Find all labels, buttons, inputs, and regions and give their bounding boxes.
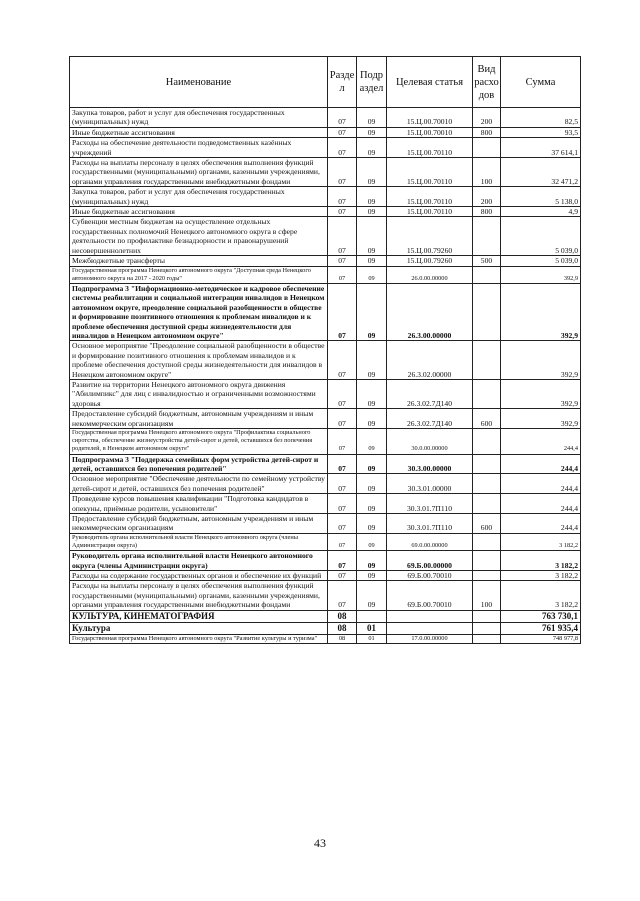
cell-target: 30.3.01.7П110 [387,514,473,534]
cell-target: 15.Ц.00.70110 [387,138,473,158]
cell-section: 07 [328,379,357,408]
cell-section: 07 [328,217,357,256]
cell-name: Предоставление субсидий бюджетным, автономным учреждениям и иным некоммерческим организациям [70,514,328,534]
cell-sum: 244,4 [501,474,581,494]
cell-sum: 93,5 [501,127,581,137]
cell-target: 15.Ц.00.79260 [387,217,473,256]
cell-section: 07 [328,283,357,340]
cell-name: Расходы на содержание государственных органов и обеспечение их функций [70,571,328,581]
cell-subsection [357,610,387,622]
table-row [70,571,581,581]
cell-type [473,551,501,571]
cell-type [473,379,501,408]
cell-target [387,622,473,634]
cell-name: Расходы на выплаты персоналу в целях обеспечения выполнения функций государственными (муниципальными) органами, казенными учреждениями, органами управления государственными внебюджетными фондами [70,158,328,187]
table-row [70,494,581,514]
table-row [70,634,581,643]
cell-type: 200 [473,187,501,207]
cell-sum: 82,5 [501,108,581,128]
cell-section: 07 [328,454,357,474]
cell-subsection: 09 [357,266,387,283]
cell-name: Подпрограмма 3 "Поддержка семейных форм устройства детей-сирот и детей, оставшихся без попечения родителей" [70,454,328,474]
header-type: Вид расхо дов [473,57,501,108]
cell-name: Культура [70,622,328,634]
cell-subsection: 09 [357,217,387,256]
table-body [70,108,581,644]
cell-type [473,610,501,622]
cell-sum: 392,9 [501,283,581,340]
cell-target: 26.0.00.00000 [387,266,473,283]
cell-type [473,571,501,581]
cell-type [473,634,501,643]
cell-type: 800 [473,127,501,137]
cell-type [473,454,501,474]
cell-target: 15.Ц.00.70110 [387,158,473,187]
cell-type: 200 [473,108,501,128]
cell-name: Государственная программа Ненецкого автономного округа "Доступная среда Ненецкого автономного округа на 2017 - 2020 годы" [70,266,328,283]
cell-sum: 392,9 [501,266,581,283]
cell-target: 26.3.02.00000 [387,341,473,380]
cell-target: 30.3.01.00000 [387,474,473,494]
budget-table-sheet [69,56,580,644]
header-section: Разде л [328,57,357,108]
cell-name: Расходы на обеспечение деятельности подведомственных казённых учреждений [70,138,328,158]
cell-sum: 37 614,1 [501,138,581,158]
cell-subsection: 01 [357,622,387,634]
cell-name: Иные бюджетные ассигнования [70,207,328,217]
cell-subsection: 09 [357,533,387,550]
page-number: 43 [314,836,326,850]
cell-target: 15.Ц.00.70110 [387,207,473,217]
table-row [70,533,581,550]
cell-name: Проведение курсов повышения квалификации "Подготовка кандидатов в опекуны, приёмные родители, усыновители" [70,494,328,514]
cell-sum: 5 138,0 [501,187,581,207]
cell-name: Развитие на территории Ненецкого автономного округа движения "Абилимпикс" для лиц с инвалидностью и ограниченными возможностями здоровья [70,379,328,408]
header-sum: Сумма [501,57,581,108]
cell-target: 26.3.00.00000 [387,283,473,340]
header-name: Наименование [70,57,328,108]
cell-subsection: 09 [357,207,387,217]
cell-subsection: 09 [357,514,387,534]
cell-target: 26.3.02.7Д140 [387,409,473,429]
cell-section: 07 [328,138,357,158]
cell-section: 07 [328,533,357,550]
cell-subsection: 09 [357,283,387,340]
cell-type [473,283,501,340]
cell-sum: 244,4 [501,494,581,514]
cell-section: 07 [328,127,357,137]
cell-subsection: 09 [357,379,387,408]
table-row [70,514,581,534]
cell-subsection: 09 [357,581,387,610]
cell-name: Государственная программа Ненецкого автономного округа "Развитие культуры и туризма" [70,634,328,643]
cell-section: 07 [328,494,357,514]
cell-target: 69.0.00.00000 [387,533,473,550]
table-row [70,610,581,622]
cell-type: 500 [473,256,501,266]
cell-subsection: 09 [357,409,387,429]
cell-name: Основное мероприятие "Преодоление социальной разобщенности в обществе и формирование позитивного отношения к проблемам инвалидов и к проблеме обеспечения доступной среды жизнедеятельности для инвалидов в Ненецком автономном округе" [70,341,328,380]
table-row [70,551,581,571]
cell-section: 07 [328,571,357,581]
cell-sum: 244,4 [501,514,581,534]
cell-target: 69.Б.00.70010 [387,581,473,610]
header-subsection: Подр аздел [357,57,387,108]
cell-sum: 244,4 [501,454,581,474]
cell-subsection: 09 [357,429,387,455]
cell-sum: 3 182,2 [501,551,581,571]
table-row [70,108,581,128]
cell-subsection: 09 [357,494,387,514]
cell-name: Руководитель органа исполнительной власти Ненецкого автономного округа (члены Администрации округа) [70,551,328,571]
cell-section: 08 [328,610,357,622]
table-row [70,127,581,137]
cell-type [473,494,501,514]
cell-type [473,622,501,634]
cell-section: 07 [328,341,357,380]
cell-section: 07 [328,187,357,207]
cell-subsection: 09 [357,474,387,494]
table-row [70,187,581,207]
table-header-row [70,57,581,108]
header-target: Целевая статья [387,57,473,108]
cell-section: 07 [328,108,357,128]
cell-target [387,610,473,622]
cell-sum: 3 182,2 [501,571,581,581]
cell-type [473,266,501,283]
cell-section: 08 [328,622,357,634]
table-row [70,454,581,474]
cell-section: 07 [328,581,357,610]
cell-sum: 763 730,1 [501,610,581,622]
cell-name: Предоставление субсидий бюджетным, автономным учреждениям и иным некоммерческим организациям [70,409,328,429]
cell-subsection: 09 [357,256,387,266]
cell-subsection: 01 [357,634,387,643]
cell-name: КУЛЬТУРА, КИНЕМАТОГРАФИЯ [70,610,328,622]
cell-section: 07 [328,429,357,455]
table-row [70,341,581,380]
cell-target: 30.0.00.00000 [387,429,473,455]
cell-name: Субвенции местным бюджетам на осуществление отдельных государственных полномочий Ненецкого автономного округа в сфере деятельности по профилактике безнадзорности и правонарушений несовершеннолетних [70,217,328,256]
cell-sum: 761 935,4 [501,622,581,634]
table-row [70,581,581,610]
table-row [70,256,581,266]
cell-section: 07 [328,409,357,429]
cell-target: 15.Ц.00.70110 [387,187,473,207]
cell-sum: 244,4 [501,429,581,455]
cell-name: Иные бюджетные ассигнования [70,127,328,137]
cell-name: Основное мероприятие "Обеспечение деятельности по семейному устройству детей-сирот и детей, оставшихся без попечения родителей" [70,474,328,494]
cell-name: Расходы на выплаты персоналу в целях обеспечения выполнения функций государственными (муниципальными) органами, казенными учреждениями, органами управления государственными внебюджетными фондами [70,581,328,610]
cell-subsection: 09 [357,454,387,474]
cell-target: 15.Ц.00.70010 [387,108,473,128]
cell-type [473,138,501,158]
cell-section: 07 [328,551,357,571]
cell-type: 800 [473,207,501,217]
cell-section: 07 [328,474,357,494]
cell-type: 600 [473,514,501,534]
cell-name: Руководитель органа исполнительной власти Ненецкого автономного округа (члены Администрации округа) [70,533,328,550]
cell-type: 600 [473,409,501,429]
cell-subsection: 09 [357,158,387,187]
table-row [70,379,581,408]
cell-type: 100 [473,581,501,610]
cell-target: 30.3.00.00000 [387,454,473,474]
cell-subsection: 09 [357,551,387,571]
cell-type [473,533,501,550]
cell-section: 07 [328,256,357,266]
cell-sum: 32 471,2 [501,158,581,187]
table-row [70,266,581,283]
cell-name: Государственная программа Ненецкого автономного округа "Профилактика социального сиротства, обеспечение жизнеустройства детей-сирот и детей, оставшихся без попечения родителей, в Ненецком автономном округе" [70,429,328,455]
budget-table [69,56,581,644]
table-row [70,138,581,158]
table-row [70,217,581,256]
cell-type [473,474,501,494]
table-row [70,622,581,634]
cell-section: 07 [328,207,357,217]
cell-name: Закупка товаров, работ и услуг для обеспечения государственных (муниципальных) нужд [70,187,328,207]
table-row [70,409,581,429]
cell-section: 08 [328,634,357,643]
table-row [70,207,581,217]
cell-target: 30.3.01.7П110 [387,494,473,514]
cell-sum: 5 039,0 [501,256,581,266]
cell-type [473,341,501,380]
table-row [70,158,581,187]
table-row [70,429,581,455]
cell-type [473,429,501,455]
cell-subsection: 09 [357,571,387,581]
cell-sum: 3 182,2 [501,581,581,610]
cell-type [473,217,501,256]
cell-target: 69.Б.00.70010 [387,571,473,581]
cell-target: 26.3.02.7Д140 [387,379,473,408]
cell-target: 69.Б.00.00000 [387,551,473,571]
cell-section: 07 [328,514,357,534]
cell-subsection: 09 [357,138,387,158]
cell-name: Межбюджетные трансферты [70,256,328,266]
cell-subsection: 09 [357,341,387,380]
cell-name: Подпрограмма 3 "Информационно-методическое и кадровое обеспечение системы реабилитации и социальной интеграции инвалидов в Ненецком автономном округе, преодоление социальной разобщенности в обществе и формирование позитивного отношения к проблемам инвалидов и к проблеме обеспечения доступной среды жизнедеятельности для инвалидов в Ненецком автономном округе" [70,283,328,340]
cell-target: 15.Ц.00.70010 [387,127,473,137]
cell-sum: 392,9 [501,379,581,408]
cell-type: 100 [473,158,501,187]
cell-sum: 3 182,2 [501,533,581,550]
cell-section: 07 [328,266,357,283]
cell-subsection: 09 [357,108,387,128]
cell-sum: 4,9 [501,207,581,217]
cell-target: 15.Ц.00.79260 [387,256,473,266]
table-row [70,474,581,494]
cell-sum: 392,9 [501,341,581,380]
cell-subsection: 09 [357,127,387,137]
cell-sum: 748 977,8 [501,634,581,643]
cell-subsection: 09 [357,187,387,207]
cell-sum: 5 039,0 [501,217,581,256]
cell-section: 07 [328,158,357,187]
cell-sum: 392,9 [501,409,581,429]
cell-name: Закупка товаров, работ и услуг для обеспечения государственных (муниципальных) нужд [70,108,328,128]
table-row [70,283,581,340]
cell-target: 17.0.00.00000 [387,634,473,643]
